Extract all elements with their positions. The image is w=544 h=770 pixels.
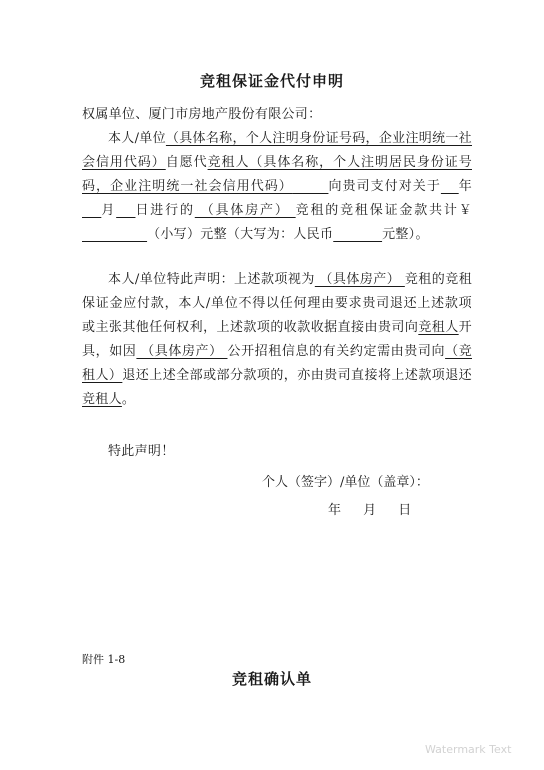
fill-in-blank: [82, 203, 101, 218]
fill-in-blank: [333, 227, 382, 242]
paragraph-text: 日进行的: [135, 203, 195, 218]
paragraph-text: 退还上述全部或部分款项的，亦由贵司直接将上述款项退还: [122, 368, 472, 383]
paragraph-text: 月: [101, 203, 117, 218]
signature-label: 个人（签字）/单位（盖章）：: [262, 475, 429, 490]
closing-statement: 特此声明！: [108, 444, 175, 459]
paragraph-text: 自愿代: [165, 155, 208, 170]
appendix-label: 附件 1-8: [82, 653, 126, 666]
salutation: 权属单位、厦门市房地产股份有限公司：: [82, 107, 322, 122]
paragraph-text: 开具，如因: [82, 320, 472, 359]
underlined-field: 竞租人（具体名称，个人注明居民身份证号码，企业注明统一社会信用代码）: [82, 155, 472, 194]
next-document-title: 竞租确认单: [231, 670, 312, 688]
underlined-field: （具体房产）: [314, 272, 405, 287]
declaration-paragraph-1: [82, 127, 472, 247]
paragraph-text: 元整）。: [382, 227, 429, 242]
fill-in-blank: [116, 203, 135, 218]
paragraph-text: 向贵司支付对关于: [328, 179, 441, 194]
underlined-field: 竞租人: [82, 392, 122, 407]
underlined-field: （具体名称，个人注明身份证号码，企业注明统一社会信用代码）: [82, 131, 472, 170]
fill-in-blank: [82, 227, 147, 242]
fill-in-blank: [441, 179, 459, 194]
underlined-field: 竞租人: [418, 320, 459, 335]
underlined-field: （具体房产）: [136, 344, 228, 359]
paragraph-text: 本人/单位: [108, 131, 166, 146]
underlined-field: （具体房产）: [194, 203, 296, 218]
paragraph-text: 年: [458, 179, 472, 194]
paragraph-text: 。: [121, 392, 136, 407]
paragraph-text: 竞租的竞租保证金应付款，本人/单位不得以任何理由要求贵司退还上述款项或主张其他任何权利，上述款项的收款收据直接由贵司向: [82, 272, 472, 335]
declaration-paragraph-2: [82, 268, 472, 412]
document-title: 竞租保证金代付申明: [199, 72, 344, 90]
paragraph-text: 本人/单位特此声明：上述款项视为: [108, 272, 315, 287]
paragraph-text: 竞租的竞租保证金款共计￥: [295, 203, 473, 218]
fill-in-blank: [293, 179, 329, 194]
paragraph-text: （小写）元整（大写为：人民币: [147, 227, 334, 242]
watermark-text: Watermark Text: [425, 743, 512, 756]
underlined-field: （竞租人）: [82, 344, 472, 383]
date-line: 年 月 日: [328, 503, 412, 518]
paragraph-text: 公开招租信息的有关约定需由贵司向: [227, 344, 446, 359]
